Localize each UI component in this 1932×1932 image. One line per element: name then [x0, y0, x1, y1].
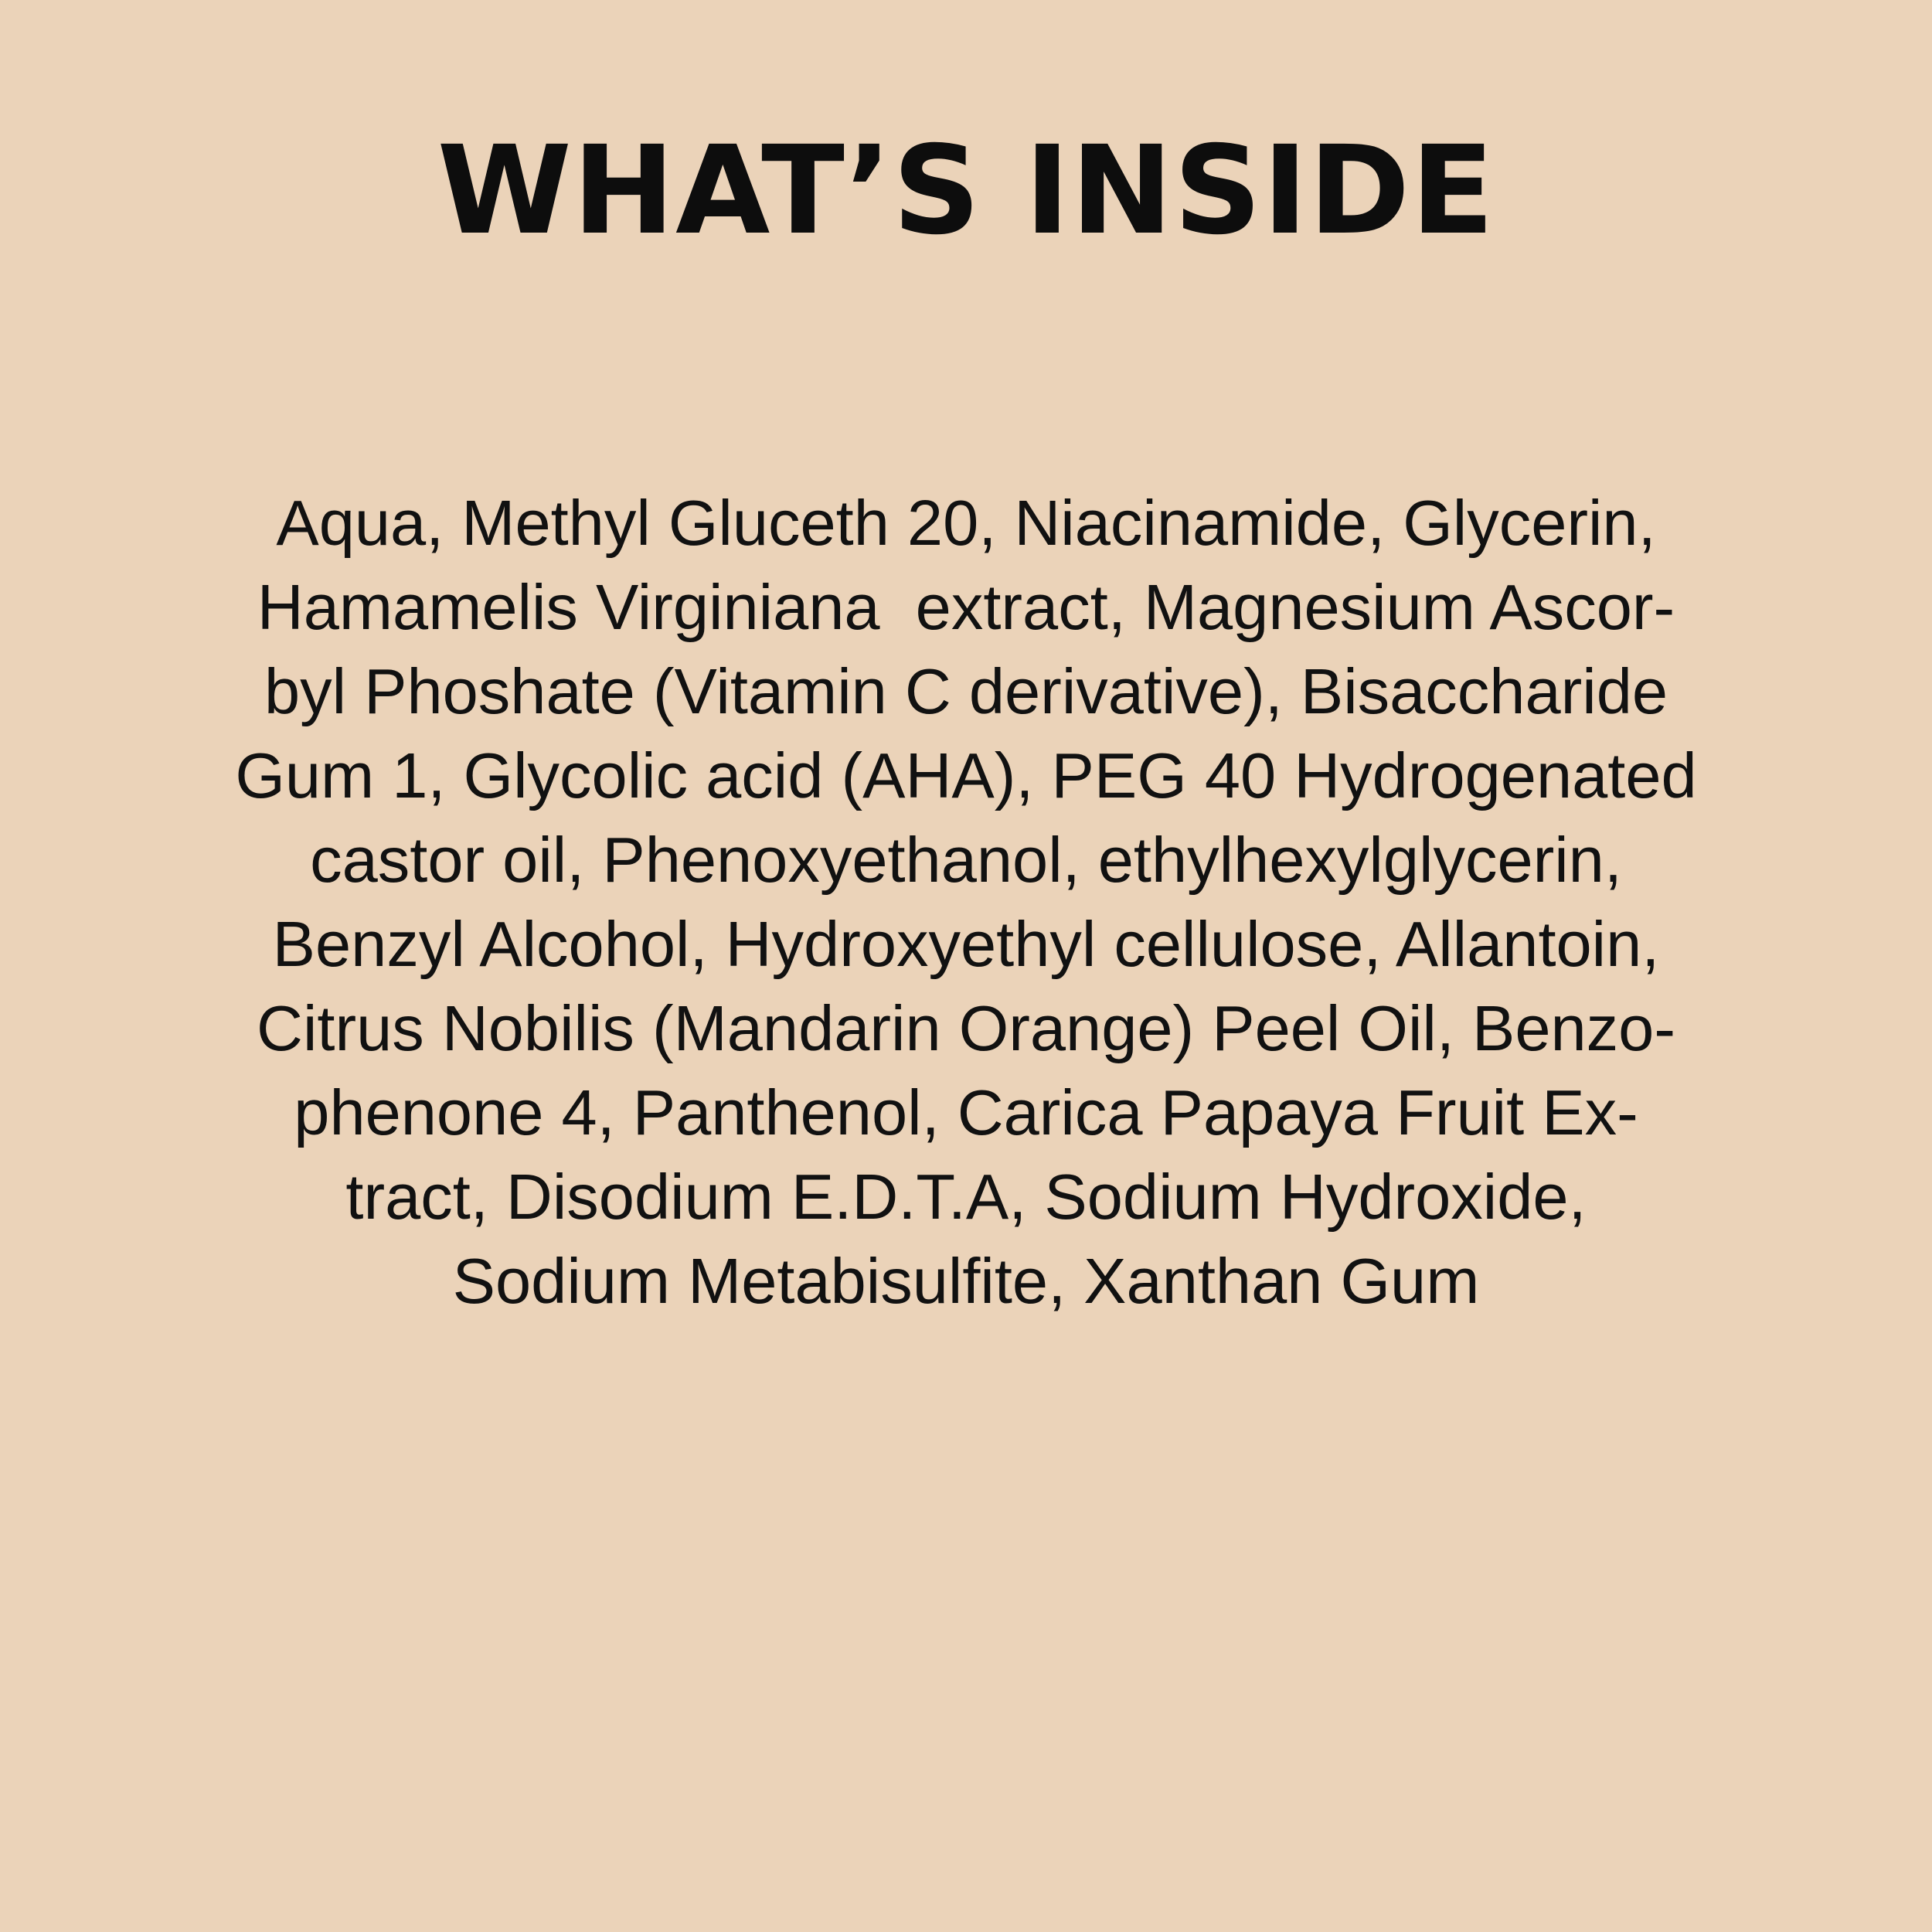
ingredients-line: Sodium Metabisulfite, Xanthan Gum [452, 1245, 1480, 1317]
ingredients-list [0, 481, 1932, 1323]
ingredients-line: Gum 1, Glycolic acid (AHA), PEG 40 Hydrogenated [235, 740, 1697, 811]
ingredients-line: byl Phoshate (Vitamin C derivative), Bisaccharide [264, 655, 1668, 727]
ingredients-line: castor oil, Phenoxyethanol, ethylhexylglycerin, [310, 824, 1622, 896]
ingredients-line: Aqua, Methyl Gluceth 20, Niacinamide, Glycerin, [276, 487, 1656, 559]
ingredients-line: phenone 4, Panthenol, Carica Papaya Fruit Ex- [294, 1077, 1638, 1148]
ingredients-line: tract, Disodium E.D.T.A, Sodium Hydroxide, [345, 1161, 1587, 1233]
ingredients-line: Citrus Nobilis (Mandarin Orange) Peel Oil, Benzo- [257, 992, 1675, 1064]
ingredients-line: Hamamelis Virginiana extract, Magnesium Ascor- [257, 571, 1675, 643]
ingredients-line: Benzyl Alcohol, Hydroxyethyl cellulose, Allantoin, [272, 908, 1660, 980]
page-title: WHAT’S INSIDE [437, 120, 1495, 262]
